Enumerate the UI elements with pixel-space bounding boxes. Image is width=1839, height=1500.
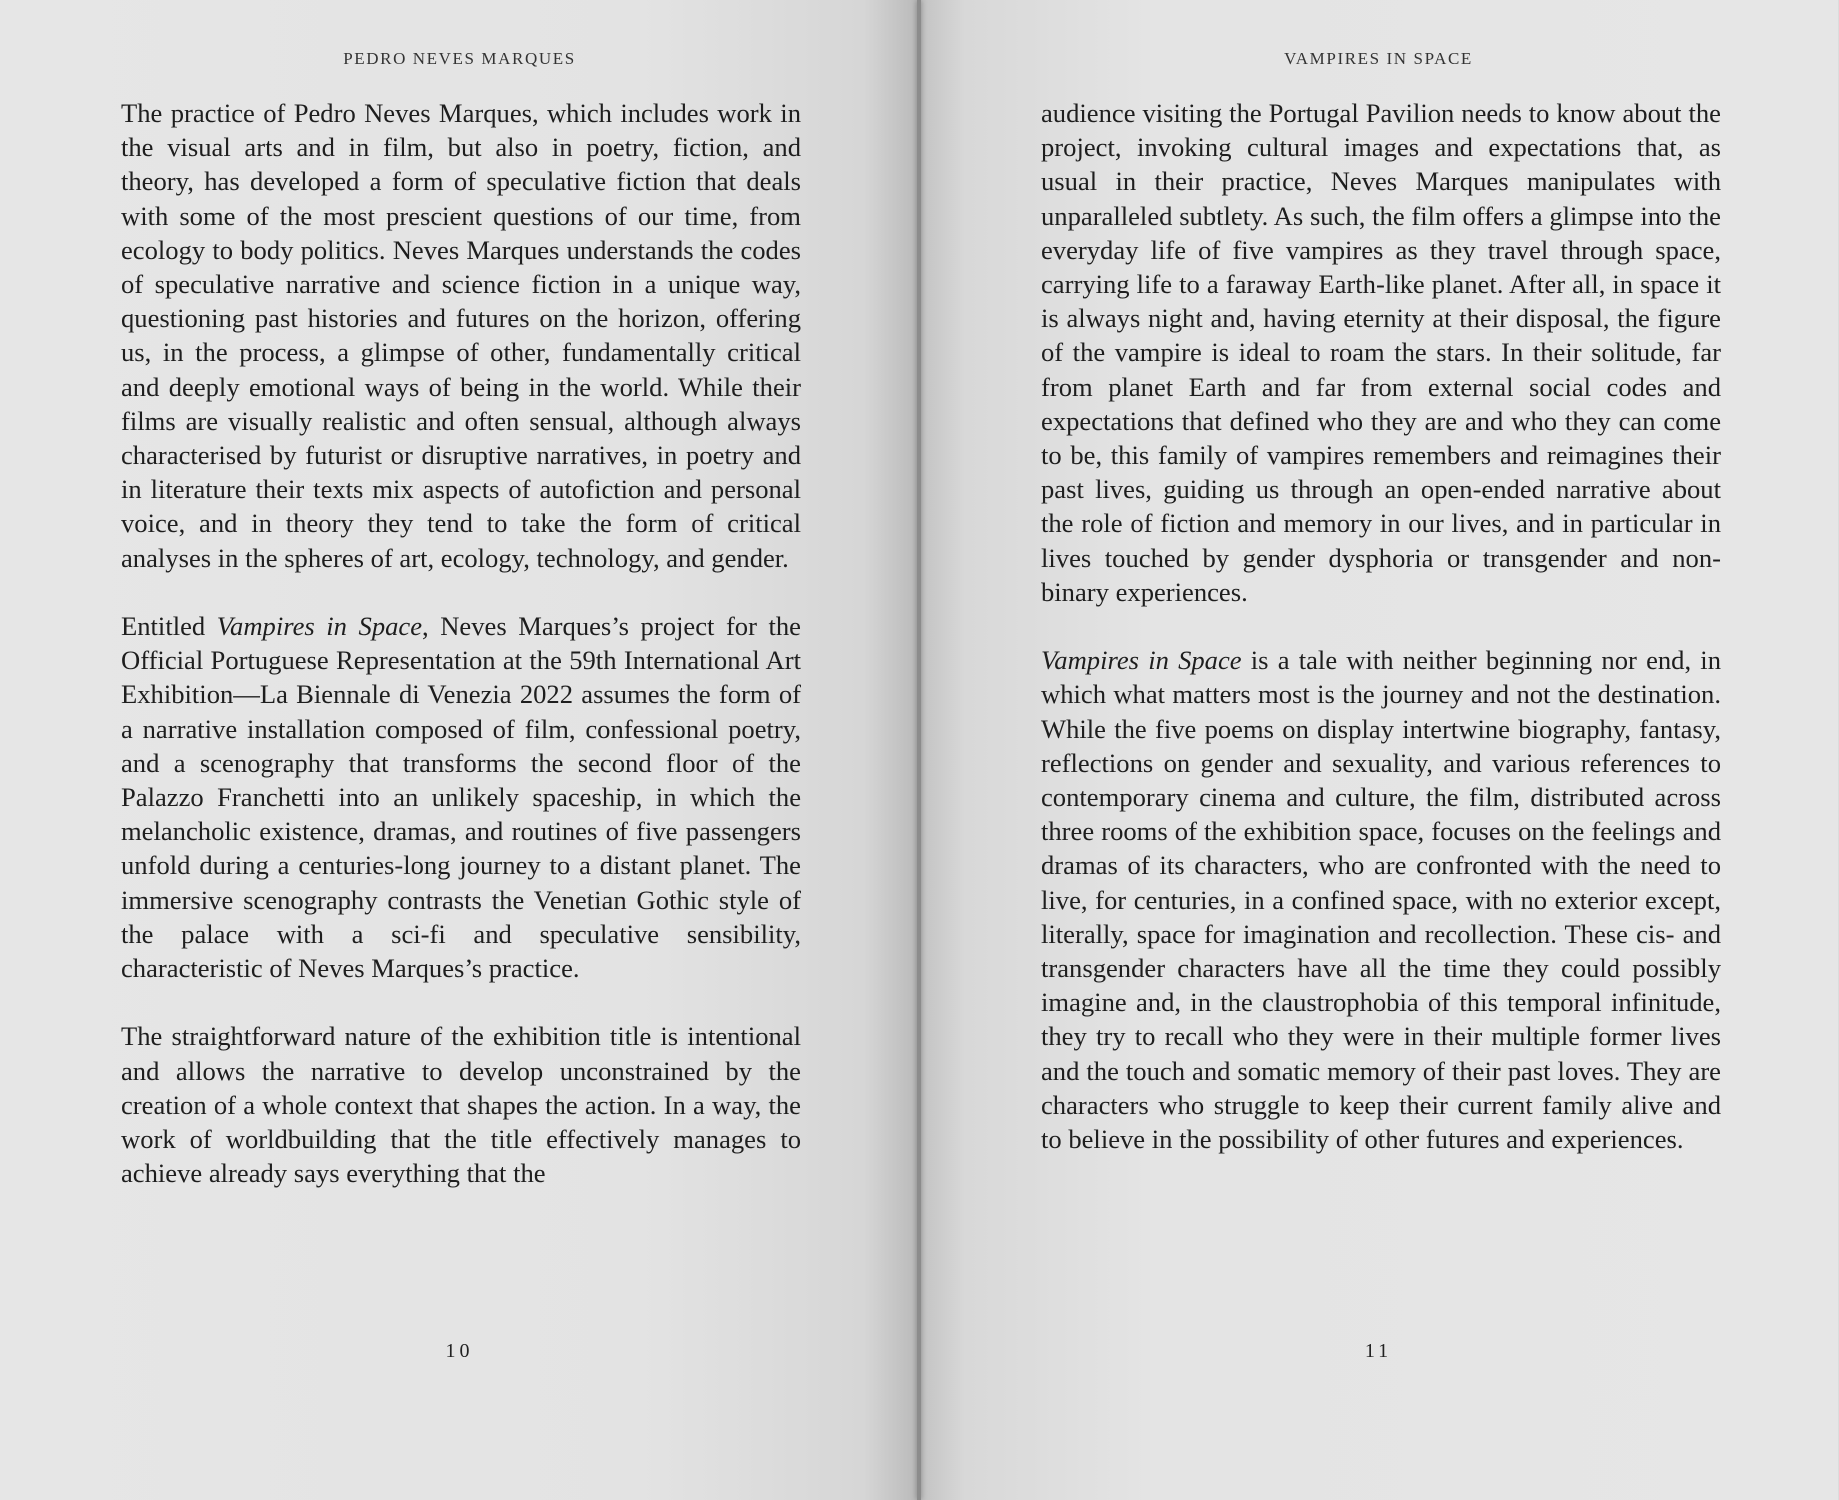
left-paragraph-3: The straightforward nature of the exhibition title is intentional and allows the narrative to develop unconstrained by the creation of a whole context that shapes the action. In a way, the work of worldbuilding that the title effectively manages to achieve already says everything that the	[121, 1021, 801, 1189]
left-page-number: 10	[445, 1340, 474, 1362]
left-paragraph-2-title: Vampires in Space	[216, 611, 423, 642]
right-page-number: 11	[1364, 1340, 1393, 1362]
left-paragraph-2	[121, 609, 801, 985]
left-paragraph-2-rest: , Neves Marques’s project for the Official Portuguese Representation at the 59th International Art Exhibition—La Biennale di Venezia 2022 assumes the form of a narrative installation composed of film, confessional poetry, and a scenography that transforms the second floor of the Palazzo Franchetti into an unlikely spaceship, in which the melancholic existence, dramas, and routines of five passengers unfold during a centuries-long journey to a distant planet. The immersive scenography contrasts the Venetian Gothic style of the palace with a sci-fi and speculative sensibility, characteristic of Neves Marques’s practice.	[121, 611, 801, 984]
right-running-head: VAMPIRES IN SPACE	[1284, 49, 1473, 68]
left-text-block	[121, 96, 801, 1225]
right-text-block	[1041, 96, 1721, 1190]
right-page	[919, 0, 1838, 1500]
left-running-head: PEDRO NEVES MARQUES	[343, 49, 576, 68]
right-paragraph-1: audience visiting the Portugal Pavilion needs to know about the project, invoking cultural images and expectations that, as usual in their practice, Neves Marques manipulates with unparalleled subtlety. As such, the film offers a glimpse into the everyday life of five vampires as they travel through space, carrying life to a faraway Earth-like planet. After all, in space it is always night and, having eternity at their disposal, the figure of the vampire is ideal to roam the stars. In their solitude, far from planet Earth and far from external social codes and expectations that defined who they are and who they can come to be, this family of vampires remembers and reimagines their past lives, guiding us through an open-ended narrative about the role of fiction and memory in our lives, and in particular in lives touched by gender dysphoria or transgender and non-binary experiences.	[1041, 98, 1721, 607]
right-paragraph-2-rest: is a tale with neither beginning nor end, in which what matters most is the journey and not the destination. While the five poems on display intertwine biography, fantasy, reflections on gender and sexuality, and various references to contemporary cinema and culture, the film, distributed across three rooms of the exhibition space, focuses on the feelings and dramas of its characters, who are confronted with the need to live, for centuries, in a confined space, with no exterior except, literally, space for imagination and recollection. These cis- and transgender characters have all the time they could possibly imagine and, in the claustrophobia of this temporal infinitude, they try to recall who they were in their multiple former lives and the touch and somatic memory of their past loves. They are characters who struggle to keep their current family alive and to believe in the possibility of other futures and experiences.	[1041, 645, 1721, 1155]
book-gutter	[917, 0, 921, 1500]
left-paragraph-1: The practice of Pedro Neves Marques, which includes work in the visual arts and in film, but also in poetry, fiction, and theory, has developed a form of speculative fiction that deals with some of the most prescient questions of our time, from ecology to body politics. Neves Marques understands the codes of speculative narrative and science fiction in a unique way, questioning past histories and futures on the horizon, offering us, in the process, a glimpse of other, fundamentally critical and deeply emotional ways of being in the world. While their films are visually realistic and often sensual, although always characterised by futurist or disruptive narratives, in poetry and in literature their texts mix aspects of autofiction and personal voice, and in theory they tend to take the form of critical analyses in the spheres of art, ecology, technology, and gender.	[121, 98, 801, 573]
left-page	[0, 0, 919, 1500]
right-paragraph-2-title: Vampires in Space	[1041, 645, 1242, 676]
right-paragraph-2	[1041, 643, 1721, 1156]
left-paragraph-2-intro: Entitled	[121, 611, 217, 642]
